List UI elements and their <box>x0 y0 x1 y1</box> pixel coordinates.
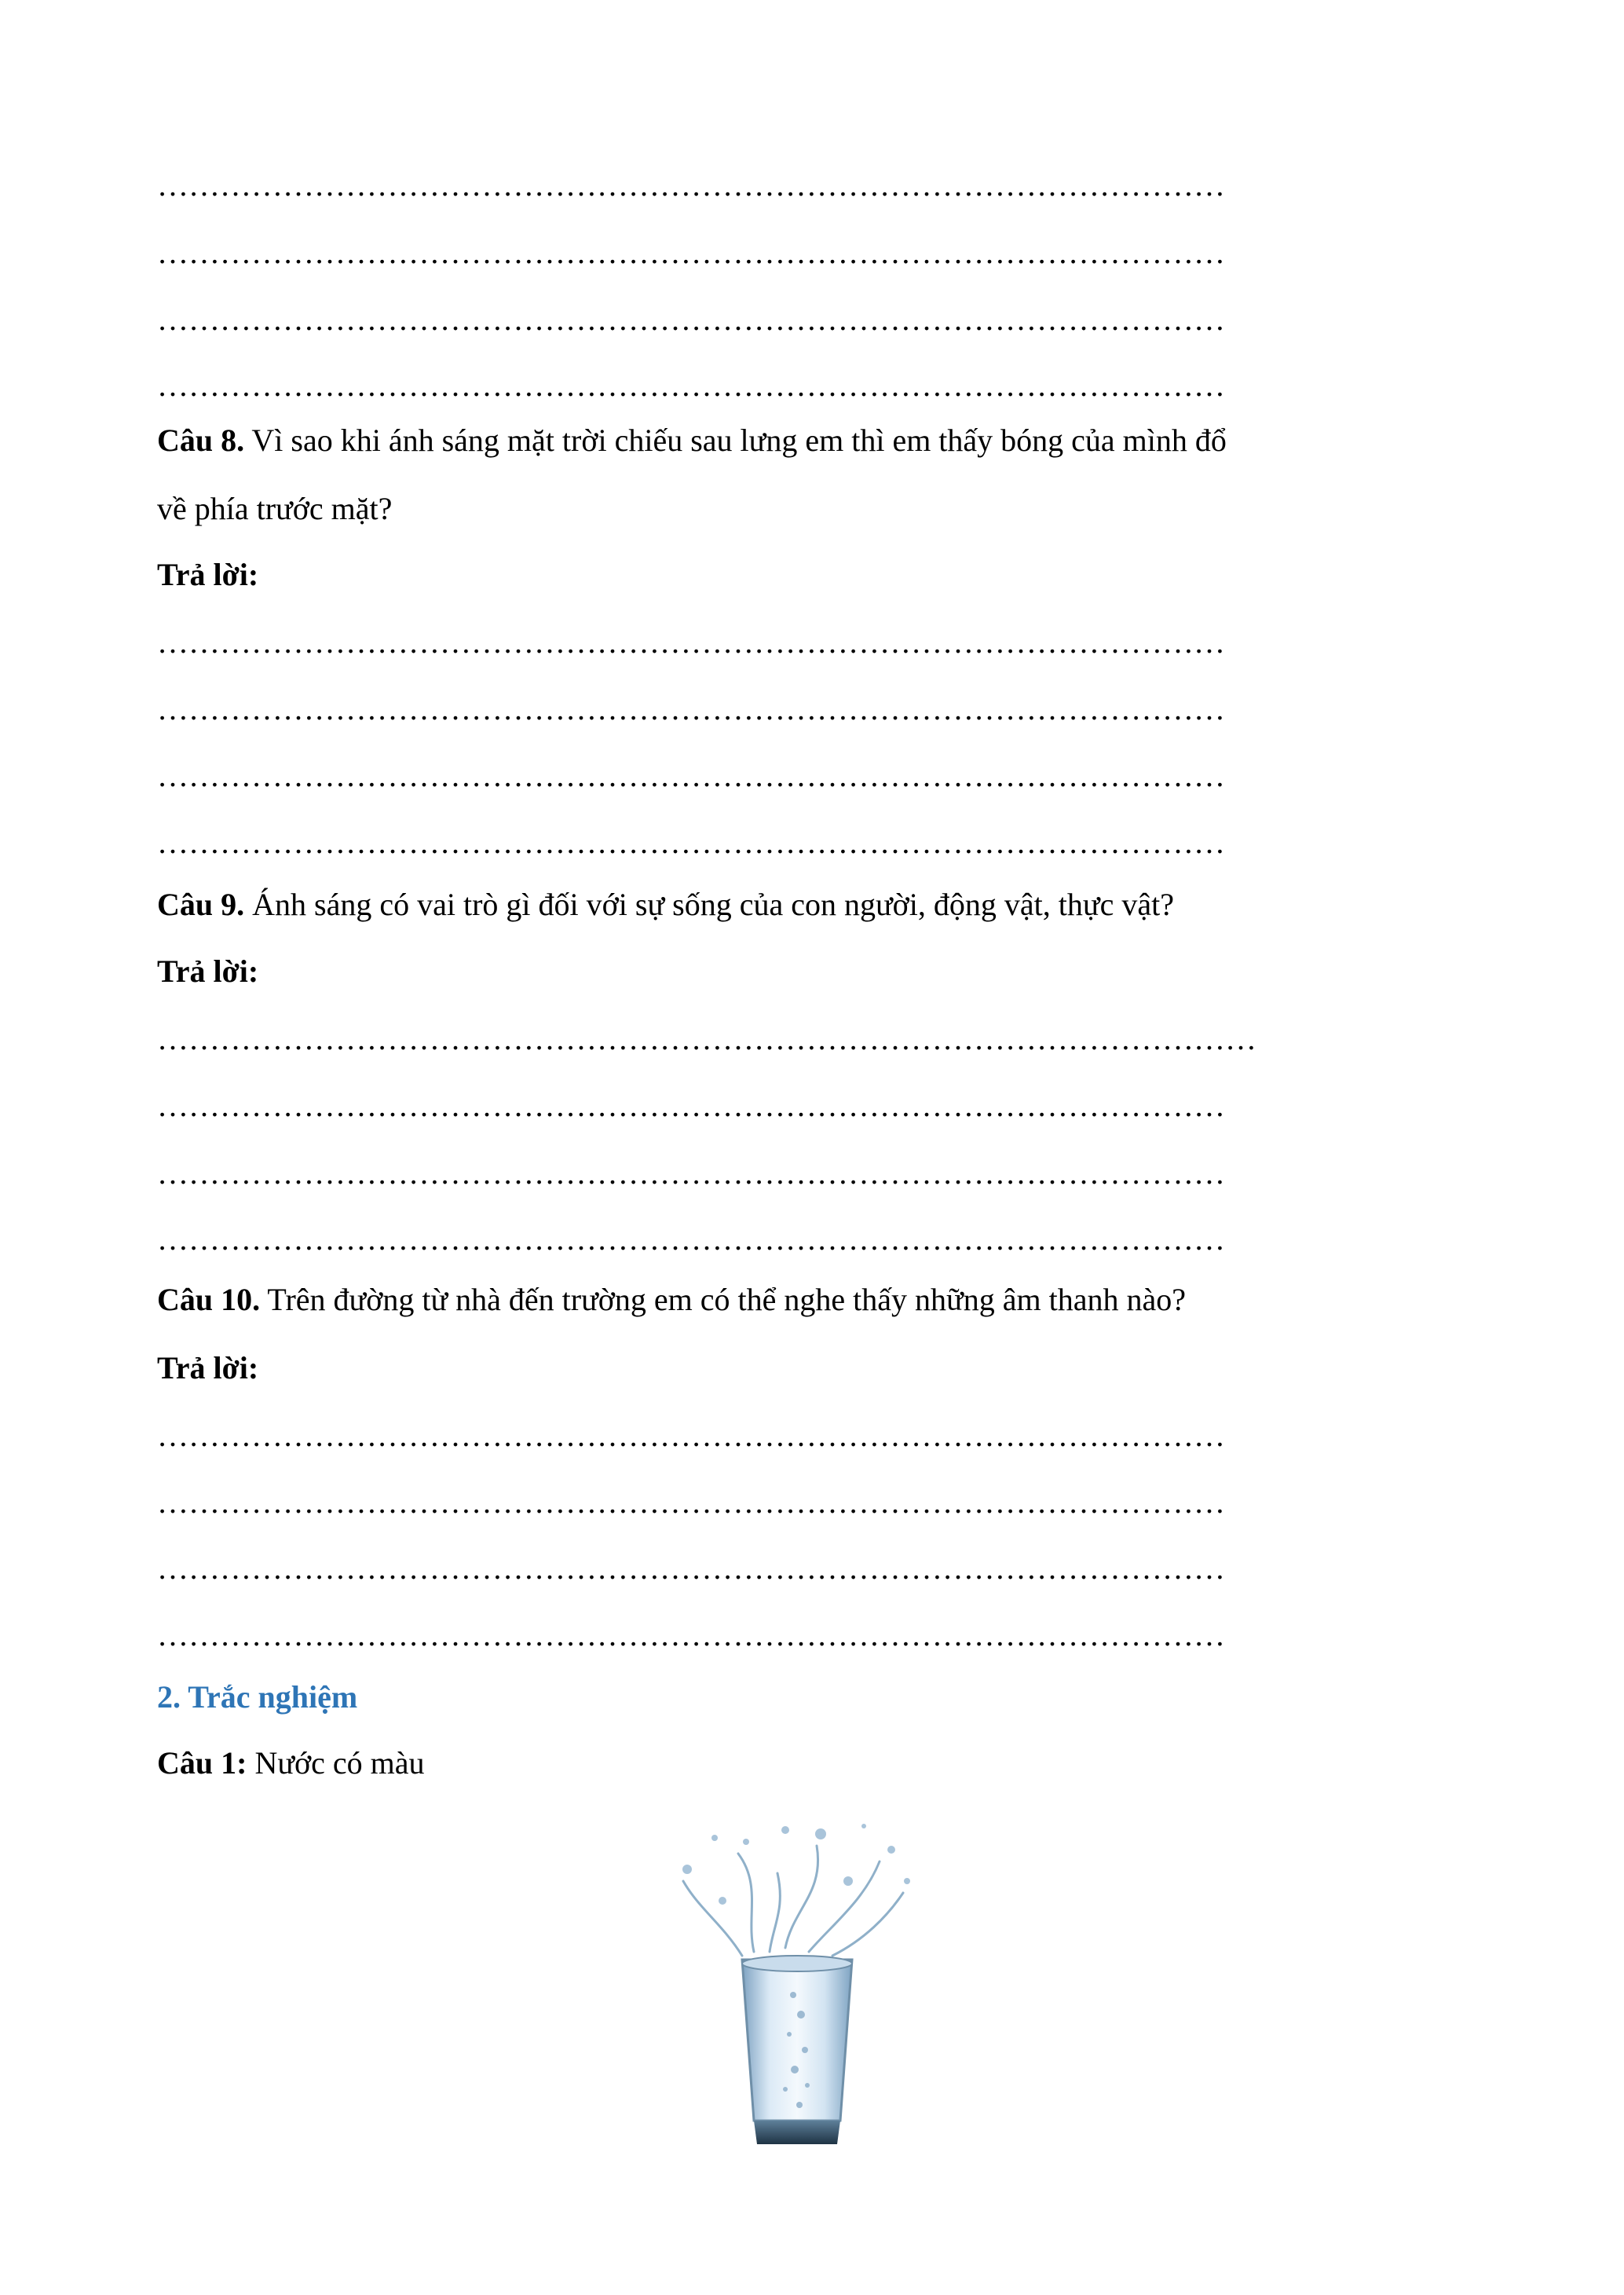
question-text: Nước có màu <box>254 1745 425 1781</box>
question-8-continued <box>157 490 1476 528</box>
question-number: Câu 10. <box>157 1282 261 1317</box>
answer-line[interactable]: ………………………………………………………………………………………… <box>157 1484 1225 1520</box>
answer-line[interactable]: ………………………………………………………………………………………… <box>157 1221 1225 1257</box>
answer-line[interactable]: ………………………………………………………………………………………… <box>157 1155 1225 1191</box>
question-text: Ánh sáng có vai trò gì đối với sự sống của con người, động vật, thực vật? <box>252 887 1174 922</box>
answer-line[interactable]: ………………………………………………………………………………………… <box>157 1088 1225 1123</box>
question-number: Câu 9. <box>157 887 245 922</box>
question-text: về phía trước mặt? <box>157 491 393 526</box>
question-text: Trên đường từ nhà đến trường em có thể nghe thấy những âm thanh nào? <box>267 1282 1186 1317</box>
answer-line[interactable]: ………………………………………………………………………………………… <box>157 1617 1225 1653</box>
question-number: Câu 8. <box>157 423 245 458</box>
question-number: Câu 1: <box>157 1745 247 1781</box>
answer-line[interactable]: …………………………………………………………………………………………… <box>157 1021 1256 1056</box>
answer-line[interactable]: ………………………………………………………………………………………… <box>157 691 1225 727</box>
answer-line[interactable]: ………………………………………………………………………………………… <box>157 235 1225 270</box>
answer-label: Trả lời: <box>157 557 259 592</box>
answer-label: Trả lời: <box>157 1350 259 1385</box>
water-glass-splash-icon <box>668 1806 927 2152</box>
answer-line[interactable]: ………………………………………………………………………………………… <box>157 1550 1225 1586</box>
answer-label: Trả lời: <box>157 954 259 989</box>
answer-line[interactable]: ………………………………………………………………………………………… <box>157 825 1225 860</box>
question-10 <box>157 1281 1476 1319</box>
answer-line[interactable]: ………………………………………………………………………………………… <box>157 167 1225 203</box>
answer-line[interactable]: ………………………………………………………………………………………… <box>157 302 1225 337</box>
question-text: Vì sao khi ánh sáng mặt trời chiếu sau lưng em thì em thấy bóng của mình đổ <box>251 423 1227 458</box>
answer-line[interactable]: ………………………………………………………………………………………… <box>157 758 1225 793</box>
mc-question-1 <box>157 1744 1476 1782</box>
answer-line[interactable]: ………………………………………………………………………………………… <box>157 624 1225 660</box>
answer-line[interactable]: ………………………………………………………………………………………… <box>157 368 1225 403</box>
section-title: 2. Trắc nghiệm <box>157 1679 358 1715</box>
question-9 <box>157 886 1476 924</box>
question-8 <box>157 422 1476 459</box>
answer-line[interactable]: ………………………………………………………………………………………… <box>157 1418 1225 1453</box>
